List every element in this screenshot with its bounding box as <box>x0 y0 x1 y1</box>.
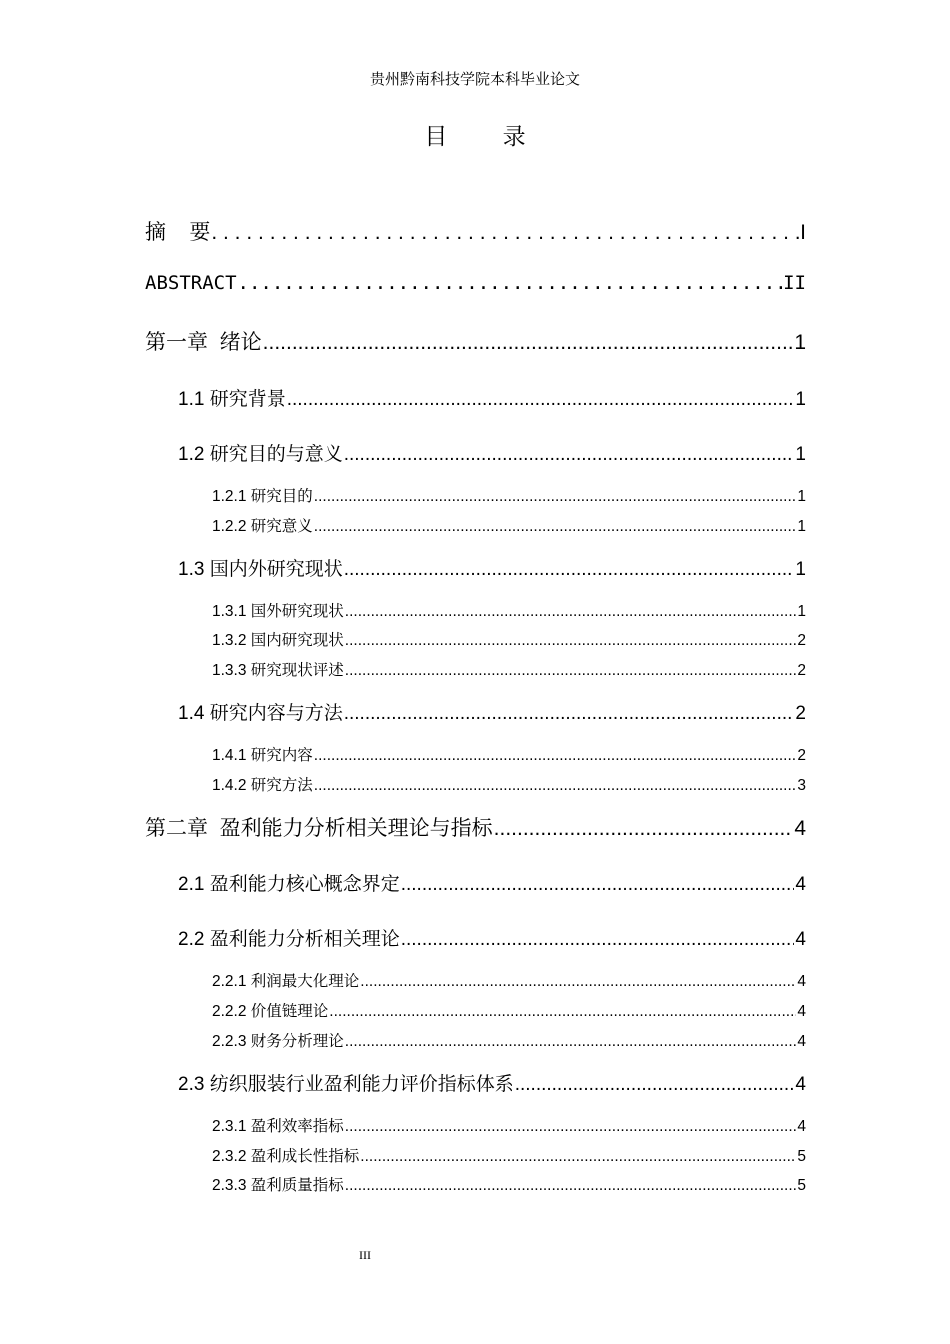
toc-entry-1-3-1[interactable] <box>212 599 806 621</box>
toc-entry-chapter-1[interactable] <box>145 326 806 356</box>
page-number: III <box>359 1248 371 1262</box>
page-header: 贵州黔南科技学院本科毕业论文 <box>369 70 580 88</box>
toc-entry-2-2-1[interactable] <box>212 969 806 991</box>
toc-entry-1-2[interactable] <box>178 439 806 466</box>
toc-leader-dots <box>360 1148 796 1166</box>
toc-entry-page: 2 <box>797 747 806 764</box>
toc-leader-dots <box>344 559 795 581</box>
toc-entry-1-3-3[interactable] <box>212 658 806 680</box>
toc-entry-abstract-en[interactable] <box>145 272 806 294</box>
toc-entry-2-3[interactable] <box>178 1069 806 1096</box>
toc-entry-label: 2.3.1 盈利效率指标 <box>212 1118 344 1135</box>
toc-entry-page: 4 <box>795 874 806 895</box>
toc-entry-1-3-2[interactable] <box>212 628 806 650</box>
toc-entry-2-2-3[interactable] <box>212 1029 806 1051</box>
toc-entry-page: 4 <box>794 817 806 840</box>
toc-entry-abstract-cn[interactable] <box>145 216 806 246</box>
toc-leader-dots <box>345 632 797 650</box>
toc-leader-dots <box>345 1177 797 1195</box>
toc-entry-label: 1.3.2 国内研究现状 <box>212 632 344 649</box>
toc-leader-dots <box>344 703 795 725</box>
toc-entry-2-3-2[interactable] <box>212 1144 806 1166</box>
toc-entry-label: 2.2 盈利能力分析相关理论 <box>178 929 400 950</box>
toc-leader-dots <box>314 488 797 506</box>
toc-entry-label: 2.3 纺织服装行业盈利能力评价指标体系 <box>178 1074 514 1095</box>
toc-leader-dots <box>345 1033 797 1051</box>
toc-leader-dots <box>345 1118 797 1136</box>
toc-entry-label: 1.4.2 研究方法 <box>212 777 313 794</box>
toc-entry-label: 1.4.1 研究内容 <box>212 747 313 764</box>
toc-leader-dots <box>314 747 797 765</box>
toc-entry-2-1[interactable] <box>178 869 806 896</box>
toc-entry-page: 2 <box>795 703 806 724</box>
toc-entry-label: 2.2.3 财务分析理论 <box>212 1033 344 1050</box>
toc-entry-label: 2.3.3 盈利质量指标 <box>212 1177 344 1194</box>
toc-entry-2-2[interactable] <box>178 924 806 951</box>
toc-entry-label: 摘 要 <box>145 221 211 244</box>
toc-leader-dots <box>263 331 794 355</box>
toc-entry-1-4-2[interactable] <box>212 773 806 795</box>
toc-leader-dots <box>329 1003 796 1021</box>
toc-leader-dots <box>314 777 797 795</box>
toc-entry-label: 1.3 国内外研究现状 <box>178 559 343 580</box>
toc-leader-dots <box>211 221 799 245</box>
toc-leader-dots <box>344 444 795 466</box>
toc-entry-page: I <box>800 221 806 244</box>
toc-entry-label: 2.2.1 利润最大化理论 <box>212 973 360 990</box>
toc-entry-page: 1 <box>797 488 806 505</box>
toc-entry-1-4[interactable] <box>178 698 806 725</box>
toc-entry-2-2-2[interactable] <box>212 999 806 1021</box>
toc-entry-page: 5 <box>797 1177 806 1194</box>
toc-entry-label: 1.3.1 国外研究现状 <box>212 603 344 620</box>
toc-entry-1-4-1[interactable] <box>212 743 806 765</box>
toc-entry-label: 1.2.2 研究意义 <box>212 518 313 535</box>
toc-leader-dots <box>238 272 783 294</box>
toc-entry-page: 4 <box>795 929 806 950</box>
toc-entry-label: 2.2.2 价值链理论 <box>212 1003 329 1020</box>
toc-entry-1-3[interactable] <box>178 554 806 581</box>
toc-entry-page: 2 <box>797 632 806 649</box>
toc-entry-2-3-1[interactable] <box>212 1114 806 1136</box>
toc-entry-1-2-2[interactable] <box>212 514 806 536</box>
toc-entry-label: 1.2 研究目的与意义 <box>178 444 343 465</box>
toc-entry-page: II <box>783 272 806 294</box>
toc-leader-dots <box>345 603 797 621</box>
toc-leader-dots <box>345 662 797 680</box>
toc-entry-page: 4 <box>795 1074 806 1095</box>
toc-leader-dots <box>287 389 795 411</box>
toc-entry-label: 1.3.3 研究现状评述 <box>212 662 344 679</box>
toc-entry-1-2-1[interactable] <box>212 484 806 506</box>
toc-entry-page: 1 <box>795 444 806 465</box>
toc-entry-page: 4 <box>797 1118 806 1135</box>
toc-entry-page: 4 <box>797 1033 806 1050</box>
toc-entry-chapter-2[interactable] <box>145 812 806 842</box>
toc-entry-label: 2.1 盈利能力核心概念界定 <box>178 874 400 895</box>
toc-leader-dots <box>494 817 794 841</box>
toc-entry-page: 1 <box>795 389 806 410</box>
toc-leader-dots <box>515 1074 795 1096</box>
toc-entry-label: 第二章 盈利能力分析相关理论与指标 <box>145 817 493 840</box>
toc-entry-label: 1.1 研究背景 <box>178 389 286 410</box>
toc-entry-page: 1 <box>797 518 806 535</box>
toc-entry-label: 第一章 绪论 <box>145 331 262 354</box>
toc-entry-page: 1 <box>795 559 806 580</box>
toc-entry-1-1[interactable] <box>178 384 806 411</box>
toc-entry-page: 1 <box>794 331 806 354</box>
toc-entry-page: 4 <box>797 973 806 990</box>
toc-entry-page: 1 <box>797 603 806 620</box>
toc-entry-label: 1.2.1 研究目的 <box>212 488 313 505</box>
toc-entry-label: 2.3.2 盈利成长性指标 <box>212 1148 360 1165</box>
toc-leader-dots <box>314 518 797 536</box>
toc-leader-dots <box>401 874 795 896</box>
toc-entry-label: 1.4 研究内容与方法 <box>178 703 343 724</box>
page-title: 目 录 <box>424 124 550 150</box>
toc-entry-page: 3 <box>797 777 806 794</box>
toc-leader-dots <box>401 929 795 951</box>
toc-entry-label: ABSTRACT <box>145 272 237 294</box>
toc-entry-page: 5 <box>797 1148 806 1165</box>
toc-entry-2-3-3[interactable] <box>212 1173 806 1195</box>
toc-leader-dots <box>360 973 796 991</box>
toc-entry-page: 4 <box>797 1003 806 1020</box>
toc-entry-page: 2 <box>797 662 806 679</box>
